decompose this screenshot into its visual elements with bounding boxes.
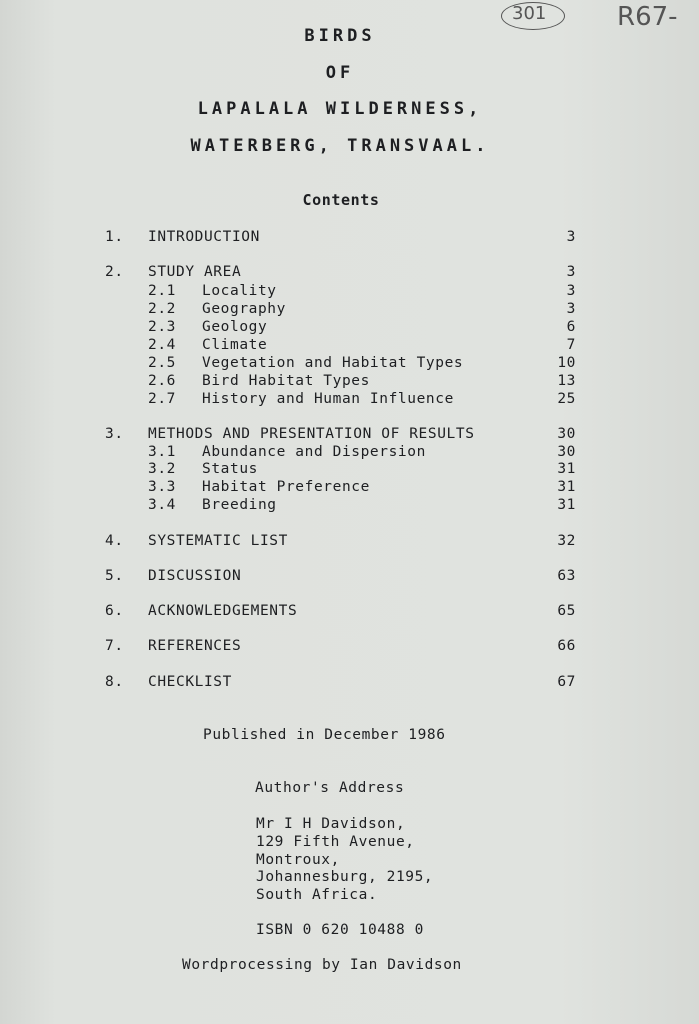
toc-subsection-title: Status bbox=[202, 461, 258, 477]
handwritten-circled-number: 301 bbox=[512, 3, 547, 24]
toc-page-number: 3 bbox=[566, 229, 576, 245]
toc-subsection-number: 3.3 bbox=[148, 479, 176, 495]
toc-subsection-title: Abundance and Dispersion bbox=[202, 444, 426, 460]
toc-subsection-title: Habitat Preference bbox=[202, 479, 370, 495]
toc-subsection-title: Bird Habitat Types bbox=[202, 373, 370, 389]
toc-page-number: 31 bbox=[557, 479, 576, 495]
toc-page-number: 3 bbox=[566, 264, 576, 280]
toc-page-number: 30 bbox=[557, 444, 576, 460]
toc-subsection-title: Climate bbox=[202, 337, 268, 353]
toc-subsection-number: 3.4 bbox=[148, 497, 176, 513]
toc-subsection-title: Breeding bbox=[202, 497, 277, 513]
toc-subsection-title: Geology bbox=[202, 319, 268, 335]
toc-number: 4. bbox=[105, 533, 124, 549]
toc-page-number: 67 bbox=[557, 674, 576, 690]
title-line: LAPALALA WILDERNESS, bbox=[197, 99, 483, 119]
address-line: 129 Fifth Avenue, bbox=[256, 834, 415, 850]
toc-page-number: 3 bbox=[566, 301, 576, 317]
handwritten-note: R67- bbox=[617, 2, 678, 32]
wordprocessing-credit: Wordprocessing by Ian Davidson bbox=[182, 957, 462, 973]
toc-page-number: 13 bbox=[557, 373, 576, 389]
toc-subsection-number: 2.4 bbox=[148, 337, 176, 353]
toc-subsection-number: 3.2 bbox=[148, 461, 176, 477]
toc-number: 8. bbox=[105, 674, 124, 690]
toc-page-number: 63 bbox=[557, 568, 576, 584]
toc-number: 6. bbox=[105, 603, 124, 619]
toc-page-number: 66 bbox=[557, 638, 576, 654]
address-heading: Author's Address bbox=[255, 780, 405, 796]
toc-subsection-title: History and Human Influence bbox=[202, 391, 454, 407]
toc-number: 3. bbox=[105, 426, 124, 442]
address-line: Montroux, bbox=[256, 852, 340, 868]
toc-entry-title: STUDY AREA bbox=[148, 264, 242, 280]
isbn: ISBN 0 620 10488 0 bbox=[256, 922, 424, 938]
title-line: BIRDS bbox=[304, 26, 376, 46]
toc-entry-title: SYSTEMATIC LIST bbox=[148, 533, 288, 549]
toc-entry-title: REFERENCES bbox=[148, 638, 242, 654]
toc-subsection-number: 2.6 bbox=[148, 373, 176, 389]
toc-subsection-number: 3.1 bbox=[148, 444, 176, 460]
toc-entry-title: INTRODUCTION bbox=[148, 229, 260, 245]
toc-number: 1. bbox=[105, 229, 124, 245]
toc-entry-title: CHECKLIST bbox=[148, 674, 232, 690]
toc-page-number: 6 bbox=[566, 319, 576, 335]
toc-number: 2. bbox=[105, 264, 124, 280]
toc-page-number: 31 bbox=[557, 497, 576, 513]
toc-page-number: 3 bbox=[566, 283, 576, 299]
toc-subsection-number: 2.2 bbox=[148, 301, 176, 317]
address-line: Johannesburg, 2195, bbox=[256, 869, 434, 885]
toc-subsection-title: Vegetation and Habitat Types bbox=[202, 355, 464, 371]
toc-number: 5. bbox=[105, 568, 124, 584]
toc-subsection-number: 2.1 bbox=[148, 283, 176, 299]
toc-subsection-number: 2.7 bbox=[148, 391, 176, 407]
title-line: OF bbox=[325, 63, 355, 83]
toc-page-number: 25 bbox=[557, 391, 576, 407]
toc-subsection-title: Locality bbox=[202, 283, 277, 299]
published-date: Published in December 1986 bbox=[203, 727, 446, 743]
address-line: Mr I H Davidson, bbox=[256, 816, 406, 832]
toc-page-number: 65 bbox=[557, 603, 576, 619]
toc-page-number: 31 bbox=[557, 461, 576, 477]
toc-entry-title: ACKNOWLEDGEMENTS bbox=[148, 603, 298, 619]
toc-subsection-number: 2.5 bbox=[148, 355, 176, 371]
toc-page-number: 10 bbox=[557, 355, 576, 371]
toc-entry-title: METHODS AND PRESENTATION OF RESULTS bbox=[148, 426, 475, 442]
toc-subsection-number: 2.3 bbox=[148, 319, 176, 335]
toc-number: 7. bbox=[105, 638, 124, 654]
title-line: WATERBERG, TRANSVAAL. bbox=[190, 136, 490, 156]
toc-entry-title: DISCUSSION bbox=[148, 568, 242, 584]
address-line: South Africa. bbox=[256, 887, 378, 903]
toc-subsection-title: Geography bbox=[202, 301, 286, 317]
toc-page-number: 32 bbox=[557, 533, 576, 549]
toc-page-number: 7 bbox=[566, 337, 576, 353]
toc-page-number: 30 bbox=[557, 426, 576, 442]
contents-heading: Contents bbox=[302, 191, 380, 209]
